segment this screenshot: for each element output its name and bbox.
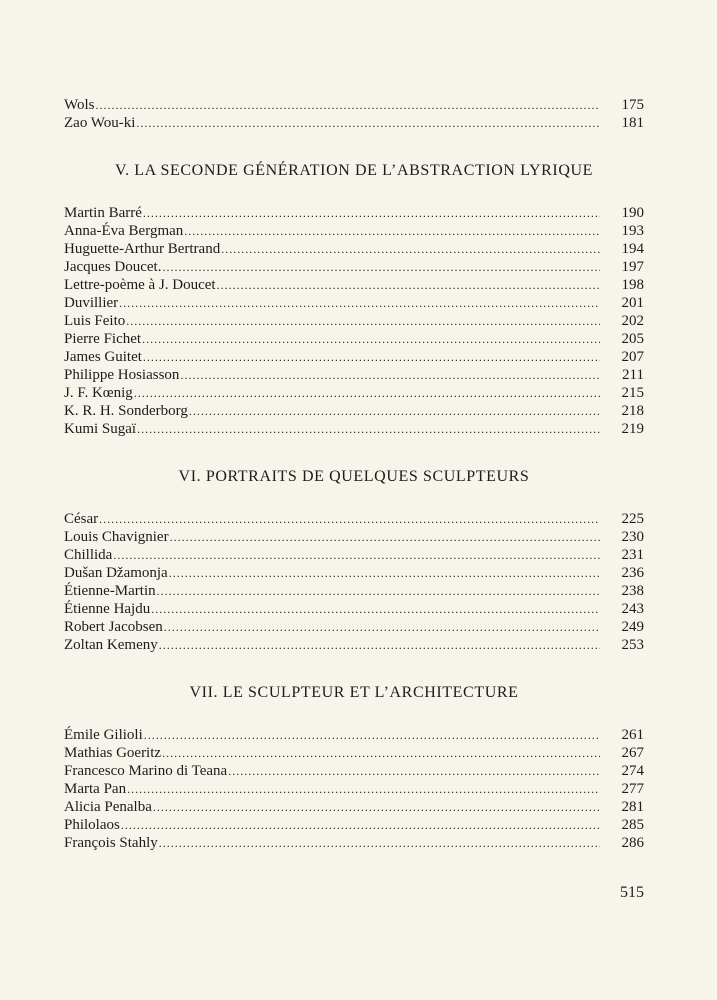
- table-of-contents: [64, 96, 644, 852]
- entry-name: Étienne-Martin: [64, 583, 156, 599]
- entry-name: Pierre Fichet: [64, 331, 142, 347]
- entry-page-number: 277: [621, 781, 644, 797]
- entry-name: Étienne Hajdu: [64, 601, 151, 617]
- dot-leader: [137, 420, 600, 438]
- entry-page-number: 236: [621, 565, 644, 581]
- toc-entry: [64, 600, 644, 618]
- entry-page-number: 207: [621, 349, 644, 365]
- entry-page-number: 201: [621, 295, 644, 311]
- toc-entry: [64, 312, 644, 330]
- dot-leader: [144, 726, 600, 744]
- entry-page-number: 261: [621, 727, 644, 743]
- toc-entry: [64, 510, 644, 528]
- dot-leader: [126, 312, 600, 330]
- entry-page-number: 267: [621, 745, 644, 761]
- entry-name: Zao Wou-ki: [64, 115, 136, 131]
- toc-entry: [64, 240, 644, 258]
- dot-leader: [217, 276, 600, 294]
- entry-name: Lettre-poème à J. Doucet: [64, 277, 216, 293]
- dot-leader: [127, 780, 600, 798]
- dot-leader: [228, 762, 600, 780]
- entry-page-number: 197: [621, 259, 644, 275]
- entry-page-number: 194: [621, 241, 644, 257]
- entry-name: Alicia Penalba: [64, 799, 152, 815]
- dot-leader: [180, 366, 600, 384]
- toc-entry: [64, 330, 644, 348]
- toc-entry: [64, 546, 644, 564]
- dot-leader: [99, 510, 600, 528]
- entry-name: Anna-Éva Bergman: [64, 223, 184, 239]
- entry-page-number: 274: [621, 763, 644, 779]
- toc-entry: [64, 276, 644, 294]
- dot-leader: [153, 798, 600, 816]
- toc-entry: [64, 222, 644, 240]
- page-number: 515: [620, 884, 644, 901]
- entry-name: Chillida: [64, 547, 113, 563]
- toc-entry: [64, 744, 644, 762]
- dot-leader: [142, 330, 600, 348]
- toc-entry: [64, 636, 644, 654]
- entry-name: Robert Jacobsen: [64, 619, 163, 635]
- entry-page-number: 205: [621, 331, 644, 347]
- entry-page-number: 181: [621, 115, 644, 131]
- dot-leader: [134, 384, 600, 402]
- entry-name: Zoltan Kemeny: [64, 637, 158, 653]
- entry-page-number: 285: [621, 817, 644, 833]
- entry-page-number: 286: [621, 835, 644, 851]
- entry-name: James Guitet: [64, 349, 142, 365]
- entry-name: Jacques Doucet.: [64, 259, 162, 275]
- entry-name: Marta Pan: [64, 781, 127, 797]
- toc-entry: [64, 258, 644, 276]
- toc-entry: [64, 564, 644, 582]
- dot-leader: [162, 744, 600, 762]
- entry-page-number: 190: [621, 205, 644, 221]
- dot-leader: [151, 600, 600, 618]
- entry-page-number: 231: [621, 547, 644, 563]
- dot-leader: [113, 546, 600, 564]
- entry-page-number: 230: [621, 529, 644, 545]
- dot-leader: [157, 582, 600, 600]
- entry-name: Huguette-Arthur Bertrand: [64, 241, 221, 257]
- entry-page-number: 211: [622, 367, 644, 383]
- section-title: V. LA SECONDE GÉNÉRATION DE L’ABSTRACTION LYRIQUE: [114, 162, 594, 179]
- toc-entry: [64, 366, 644, 384]
- entry-name: Philolaos: [64, 817, 120, 833]
- dot-leader: [159, 834, 600, 852]
- dot-leader: [184, 222, 600, 240]
- entry-page-number: 249: [621, 619, 644, 635]
- toc-entry: [64, 780, 644, 798]
- entry-name: Luis Feito: [64, 313, 126, 329]
- dot-leader: [143, 204, 600, 222]
- entry-name: Dušan Džamonja: [64, 565, 168, 581]
- toc-entry: [64, 384, 644, 402]
- entry-page-number: 218: [621, 403, 644, 419]
- dot-leader: [119, 294, 600, 312]
- toc-entry: [64, 618, 644, 636]
- entry-page-number: 243: [621, 601, 644, 617]
- section-title: VII. LE SCULPTEUR ET L’ARCHITECTURE: [189, 684, 519, 701]
- toc-entry: [64, 528, 644, 546]
- toc-entry: [64, 348, 644, 366]
- dot-leader: [95, 96, 600, 114]
- dot-leader: [169, 564, 600, 582]
- dot-leader: [189, 402, 600, 420]
- entry-page-number: 225: [621, 511, 644, 527]
- entry-name: César: [64, 511, 99, 527]
- entry-name: Émile Gilioli: [64, 727, 143, 743]
- entry-name: Mathias Goeritz: [64, 745, 162, 761]
- entry-name: K. R. H. Sonderborg: [64, 403, 188, 419]
- toc-entry: [64, 582, 644, 600]
- entry-page-number: 193: [621, 223, 644, 239]
- entry-page-number: 175: [621, 97, 644, 113]
- entry-name: J. F. Kœnig: [64, 385, 133, 401]
- entry-page-number: 198: [621, 277, 644, 293]
- entry-page-number: 281: [621, 799, 644, 815]
- entry-page-number: 215: [621, 385, 644, 401]
- dot-leader: [159, 636, 600, 654]
- toc-entry: [64, 762, 644, 780]
- toc-entry: [64, 294, 644, 312]
- entry-page-number: 219: [621, 421, 644, 437]
- toc-entry: [64, 402, 644, 420]
- toc-entry: [64, 798, 644, 816]
- dot-leader: [162, 258, 600, 276]
- dot-leader: [221, 240, 600, 258]
- section-title: VI. PORTRAITS DE QUELQUES SCULPTEURS: [178, 468, 530, 485]
- dot-leader: [164, 618, 600, 636]
- entry-name: Martin Barré: [64, 205, 142, 221]
- dot-leader: [136, 114, 600, 132]
- toc-entry: [64, 114, 644, 132]
- toc-entry: [64, 834, 644, 852]
- entry-name: Louis Chavignier: [64, 529, 169, 545]
- entry-name: Philippe Hosiasson: [64, 367, 180, 383]
- entry-name: François Stahly: [64, 835, 158, 851]
- toc-entry: [64, 204, 644, 222]
- toc-entry: [64, 726, 644, 744]
- entry-page-number: 202: [621, 313, 644, 329]
- toc-entry: [64, 816, 644, 834]
- dot-leader: [121, 816, 600, 834]
- entry-page-number: 253: [621, 637, 644, 653]
- entry-name: Duvillier: [64, 295, 119, 311]
- entry-name: Kumi Sugaï: [64, 421, 137, 437]
- entry-name: Francesco Marino di Teana: [64, 763, 228, 779]
- dot-leader: [170, 528, 600, 546]
- toc-entry: [64, 96, 644, 114]
- toc-entry: [64, 420, 644, 438]
- entry-page-number: 238: [621, 583, 644, 599]
- entry-name: Wols: [64, 97, 95, 113]
- dot-leader: [143, 348, 600, 366]
